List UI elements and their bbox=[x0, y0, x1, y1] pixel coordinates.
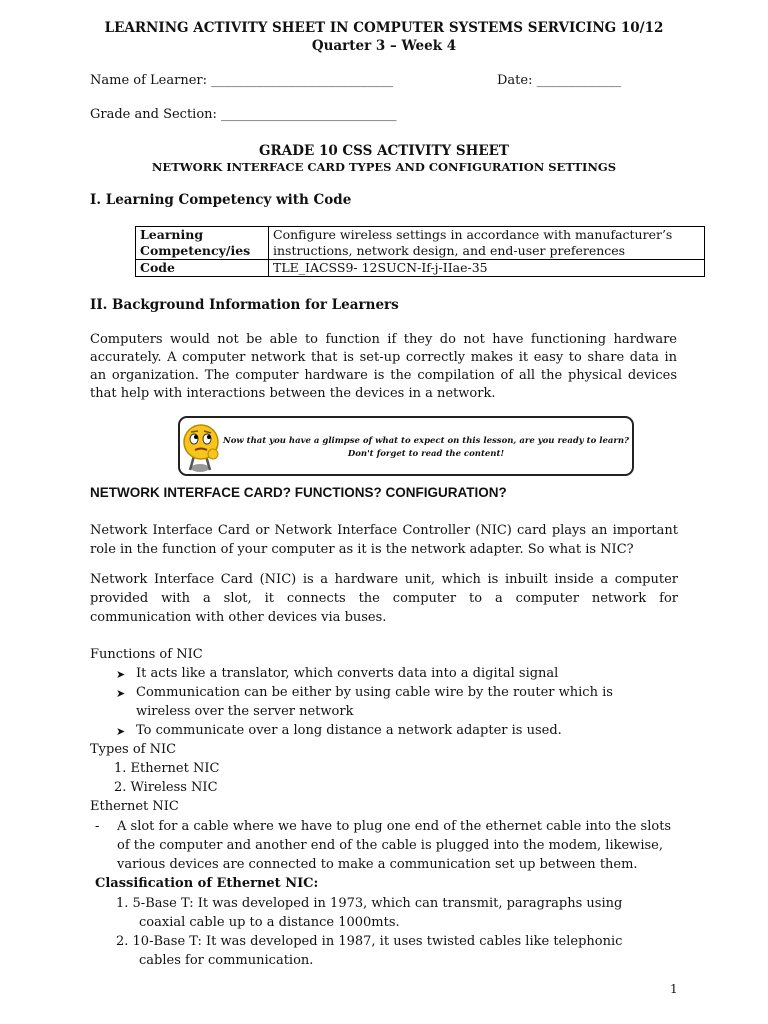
thinking-emoji-icon bbox=[180, 422, 228, 474]
classification-item: 2. 10-Base T: It was developed in 1987, it uses twisted cables like telephonic bbox=[116, 934, 623, 949]
activity-title: GRADE 10 CSS ACTIVITY SHEET bbox=[259, 143, 509, 159]
nic-definition-paragraph bbox=[90, 570, 678, 627]
type-item: 1. Ethernet NIC bbox=[114, 761, 220, 776]
type-item: 2. Wireless NIC bbox=[114, 780, 218, 795]
background-paragraph bbox=[90, 331, 677, 403]
competency-value-line: Configure wireless settings in accordance with manufacturer’s bbox=[273, 227, 673, 242]
function-item: To communicate over a long distance a network adapter is used. bbox=[136, 723, 562, 738]
document-quarter: Quarter 3 – Week 4 bbox=[311, 38, 457, 54]
callout-line-2: Don't forget to read the content! bbox=[347, 449, 505, 459]
paragraph-line: an organization. The computer hardware is the compilation of all the physical devices bbox=[90, 368, 677, 383]
function-item: Communication can be either by using cable wire by the router which is bbox=[136, 685, 613, 700]
competency-value-line: instructions, network design, and end-user preferences bbox=[273, 243, 626, 258]
types-label: Types of NIC bbox=[90, 742, 177, 757]
arrowhead-bullet-icon: ➤ bbox=[116, 669, 126, 681]
ethernet-label: Ethernet NIC bbox=[90, 799, 179, 814]
code-row bbox=[136, 260, 705, 277]
paragraph-line: provided with a slot, it connects the computer to a computer network for bbox=[90, 591, 678, 606]
callout-box bbox=[178, 416, 634, 476]
classification-item-continuation: cables for communication. bbox=[139, 953, 314, 968]
ethernet-line: of the computer and another end of the cable is plugged into the modem, likewise, bbox=[117, 838, 663, 853]
ethernet-dash: - bbox=[95, 819, 100, 834]
functions-label: Functions of NIC bbox=[90, 647, 203, 662]
nic-intro-paragraph bbox=[90, 521, 678, 559]
document-title: LEARNING ACTIVITY SHEET IN COMPUTER SYSTEMS SERVICING 10/12 bbox=[104, 20, 664, 36]
date-field: Date: _____________ bbox=[497, 73, 622, 88]
ethernet-line: A slot for a cable where we have to plug one end of the ethernet cable into the slots bbox=[117, 819, 672, 834]
page-number: 1 bbox=[670, 982, 678, 996]
paragraph-line: Network Interface Card (NIC) is a hardware unit, which is inbuilt inside a computer bbox=[90, 572, 678, 587]
competency-label-line: Learning bbox=[140, 227, 204, 242]
section-2-heading: II. Background Information for Learners bbox=[90, 297, 399, 313]
nic-heading: NETWORK INTERFACE CARD? FUNCTIONS? CONFIGURATION? bbox=[90, 485, 507, 500]
callout-line-1: Now that you have a glimpse of what to expect on this lesson, are you ready to learn? bbox=[222, 436, 630, 446]
function-item-continuation: wireless over the server network bbox=[136, 704, 354, 719]
code-label-cell: Code bbox=[136, 260, 269, 277]
function-item: It acts like a translator, which converts data into a digital signal bbox=[136, 666, 559, 681]
competency-row bbox=[136, 227, 705, 260]
code-value-cell: TLE_IACSS9- 12SUCN-If-j-IIae-35 bbox=[269, 260, 705, 277]
section-1-heading: I. Learning Competency with Code bbox=[90, 192, 352, 208]
paragraph-line: accurately. A computer network that is set-up correctly makes it easy to share data in bbox=[90, 350, 677, 365]
classification-item: 1. 5-Base T: It was developed in 1973, which can transmit, paragraphs using bbox=[116, 896, 623, 911]
name-of-learner-field: Name of Learner: ____________________________ bbox=[90, 73, 394, 88]
activity-subtitle: NETWORK INTERFACE CARD TYPES AND CONFIGURATION SETTINGS bbox=[151, 160, 617, 174]
grade-section-field: Grade and Section: ___________________________ bbox=[90, 107, 397, 122]
arrowhead-bullet-icon: ➤ bbox=[116, 726, 126, 738]
ethernet-line: various devices are connected to make a communication set up between them. bbox=[117, 857, 638, 872]
paragraph-line: that help with interactions between the devices in a network. bbox=[90, 386, 496, 401]
paragraph-line: role in the function of your computer as it is the network adapter. So what is NIC? bbox=[90, 542, 634, 557]
competency-label-cell bbox=[136, 227, 269, 260]
arrowhead-bullet-icon: ➤ bbox=[116, 688, 126, 700]
classification-label: Classification of Ethernet NIC: bbox=[95, 876, 319, 891]
competency-label-line: Competency/ies bbox=[140, 243, 251, 258]
paragraph-line: communication with other devices via buses. bbox=[90, 610, 387, 625]
competency-value-cell bbox=[269, 227, 705, 260]
competency-table bbox=[135, 226, 705, 277]
paragraph-line: Network Interface Card or Network Interface Controller (NIC) card plays an important bbox=[90, 523, 678, 538]
classification-item-continuation: coaxial cable up to a distance 1000mts. bbox=[139, 915, 400, 930]
paragraph-line: Computers would not be able to function if they do not have functioning hardware bbox=[90, 332, 677, 347]
